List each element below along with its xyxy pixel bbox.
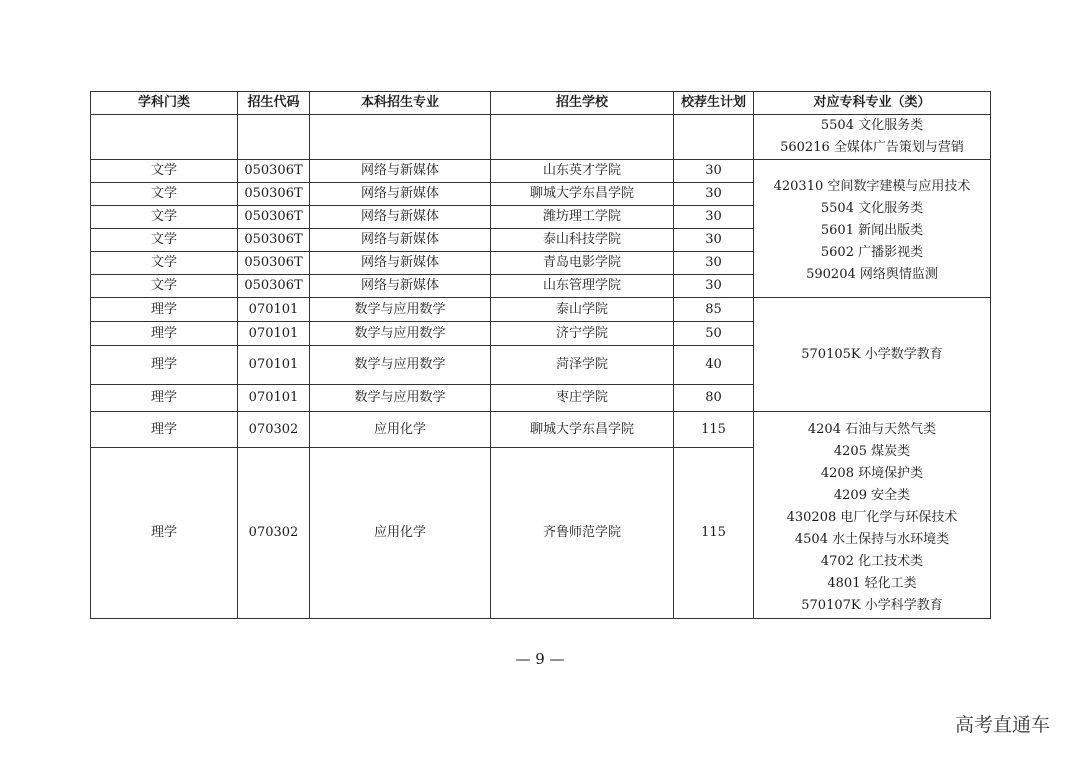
school-cell: 潍坊理工学院 [491, 206, 674, 229]
school-cell: 菏泽学院 [491, 346, 674, 385]
discipline-cell: 文学 [91, 183, 238, 206]
discipline-cell: 文学 [91, 229, 238, 252]
school-cell: 青岛电影学院 [491, 252, 674, 275]
specialty-cell [754, 160, 991, 298]
major-cell: 网络与新媒体 [310, 252, 491, 275]
major-cell: 应用化学 [310, 412, 491, 448]
discipline-cell: 文学 [91, 275, 238, 298]
discipline-cell: 理学 [91, 385, 238, 412]
plan-cell: 30 [674, 183, 754, 206]
plan-cell: 85 [674, 298, 754, 322]
major-cell: 网络与新媒体 [310, 275, 491, 298]
specialty-item: 5601 新闻出版类 [820, 222, 924, 238]
major-cell: 数学与应用数学 [310, 346, 491, 385]
school-cell: 枣庄学院 [491, 385, 674, 412]
specialty-item: 4702 化工技术类 [820, 554, 924, 569]
table-row [91, 160, 991, 183]
plan-cell: 115 [674, 412, 754, 448]
specialty-item: 5504 文化服务类 [820, 118, 924, 133]
school-cell: 泰山科技学院 [491, 229, 674, 252]
code-cell: 070101 [238, 346, 310, 385]
discipline-cell: 理学 [91, 346, 238, 385]
table-header-row [91, 92, 991, 115]
header-plan: 校荐生计划 [674, 92, 754, 115]
plan-cell: 30 [674, 252, 754, 275]
school-cell: 山东英才学院 [491, 160, 674, 183]
plan-cell: 40 [674, 346, 754, 385]
specialty-item: 4204 石油与天然气类 [807, 422, 937, 437]
code-cell: 050306T [238, 229, 310, 252]
discipline-cell: 理学 [91, 298, 238, 322]
code-cell: 050306T [238, 252, 310, 275]
school-cell: 泰山学院 [491, 298, 674, 322]
specialty-item: 560216 全媒体广告策划与营销 [780, 140, 964, 155]
major-cell: 数学与应用数学 [310, 322, 491, 346]
school-cell: 山东管理学院 [491, 275, 674, 298]
specialty-item: 570105K 小学数学教育 [801, 346, 943, 362]
discipline-cell: 理学 [91, 322, 238, 346]
specialty-item: 4504 水土保持与水环境类 [794, 532, 950, 547]
table-cell [310, 115, 491, 160]
code-cell: 070302 [238, 412, 310, 448]
school-cell: 济宁学院 [491, 322, 674, 346]
specialty-item: 5504 文化服务类 [820, 200, 924, 216]
header-specialty: 对应专科专业（类） [754, 92, 991, 115]
discipline-cell: 理学 [91, 412, 238, 448]
table-cell [238, 115, 310, 160]
specialty-item: 5602 广播影视类 [820, 244, 924, 260]
discipline-cell: 文学 [91, 206, 238, 229]
enrollment-table [90, 91, 991, 619]
table-cell [91, 115, 238, 160]
code-cell: 070101 [238, 322, 310, 346]
specialty-item: 4208 环境保护类 [820, 466, 924, 481]
specialty-item: 4801 轻化工类 [827, 576, 917, 591]
plan-cell: 30 [674, 206, 754, 229]
plan-cell: 80 [674, 385, 754, 412]
school-cell: 聊城大学东昌学院 [491, 412, 674, 448]
header-major: 本科招生专业 [310, 92, 491, 115]
code-cell: 050306T [238, 206, 310, 229]
plan-cell: 30 [674, 229, 754, 252]
table-cell [491, 115, 674, 160]
major-cell: 数学与应用数学 [310, 298, 491, 322]
specialty-item: 4209 安全类 [833, 488, 911, 503]
header-discipline: 学科门类 [91, 92, 238, 115]
watermark: 高考直通车 [954, 714, 1050, 736]
specialty-cell [754, 412, 991, 619]
major-cell: 数学与应用数学 [310, 385, 491, 412]
code-cell: 070101 [238, 298, 310, 322]
table-row [91, 412, 991, 448]
table-cell [674, 115, 754, 160]
header-code: 招生代码 [238, 92, 310, 115]
plan-cell: 115 [674, 448, 754, 619]
table-row [91, 115, 991, 160]
school-cell: 齐鲁师范学院 [491, 448, 674, 619]
specialty-cell [754, 298, 991, 412]
discipline-cell: 理学 [91, 448, 238, 619]
code-cell: 070302 [238, 448, 310, 619]
major-cell: 应用化学 [310, 448, 491, 619]
table-row [91, 298, 991, 322]
major-cell: 网络与新媒体 [310, 160, 491, 183]
plan-cell: 50 [674, 322, 754, 346]
page-number: — 9 — [515, 650, 565, 668]
code-cell: 050306T [238, 183, 310, 206]
major-cell: 网络与新媒体 [310, 229, 491, 252]
code-cell: 070101 [238, 385, 310, 412]
discipline-cell: 文学 [91, 160, 238, 183]
code-cell: 050306T [238, 275, 310, 298]
header-school: 招生学校 [491, 92, 674, 115]
major-cell: 网络与新媒体 [310, 183, 491, 206]
specialty-item: 570107K 小学科学教育 [801, 598, 943, 613]
school-cell: 聊城大学东昌学院 [491, 183, 674, 206]
specialty-item: 420310 空间数字建模与应用技术 [773, 178, 971, 194]
code-cell: 050306T [238, 160, 310, 183]
major-cell: 网络与新媒体 [310, 206, 491, 229]
discipline-cell: 文学 [91, 252, 238, 275]
specialty-item: 4205 煤炭类 [833, 444, 911, 459]
specialty-cell [754, 115, 991, 160]
plan-cell: 30 [674, 160, 754, 183]
specialty-item: 430208 电厂化学与环保技术 [786, 510, 958, 525]
specialty-item: 590204 网络舆情监测 [806, 266, 938, 282]
plan-cell: 30 [674, 275, 754, 298]
